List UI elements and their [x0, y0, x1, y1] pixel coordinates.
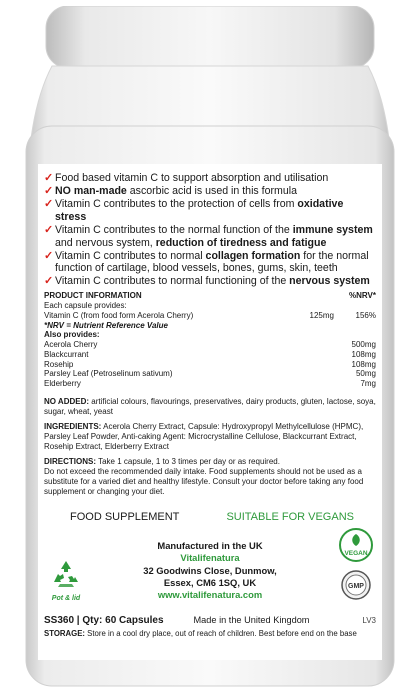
check-icon: ✓ — [44, 275, 54, 288]
product-label — [44, 172, 376, 642]
product-information — [44, 291, 376, 389]
website-url: www.vitalifenatura.com — [157, 589, 263, 601]
claim-item: ✓ Vitamin C contributes to normal collagen formation for the normal function of cartilage, blood vessels, bones, gums, skin, teeth — [44, 249, 369, 275]
storage-text: STORAGE: Store in a cool dry place, out of reach of children. Best before end on the base — [44, 629, 357, 638]
lot-version: LV3 — [362, 616, 376, 625]
claim-item: ✓ Vitamin C contributes to the normal function of the immune system and nervous system, reduction of tiredness and fatigue — [44, 223, 373, 249]
claim-item: ✓ Vitamin C contributes to the protection of cells from oxidative stress — [44, 197, 344, 223]
extra-row: Blackcurrant 108mg — [44, 349, 376, 359]
ingredients-text: INGREDIENTS: Acerola Cherry Extract, Capsule: Hydroxypropyl Methylcellulose (HPMC), Parsley Leaf Powder, Anti-caking Agent: Microcrystalline Cellulose, Blackcurrant Extract, Rosehip Extract, Elderberry Extract — [44, 421, 364, 451]
vegan-badge: SUITABLE FOR VEGANS — [226, 510, 354, 523]
check-icon: ✓ — [44, 223, 54, 236]
gmp-icon — [341, 570, 371, 600]
claim-item: ✓ Food based vitamin C to support absorption and utilisation — [44, 172, 329, 184]
product-info-title: PRODUCT INFORMATION — [44, 291, 142, 301]
claim-item: ✓ Vitamin C contributes to normal functioning of the nervous system — [44, 275, 370, 288]
food-supplement-badge: FOOD SUPPLEMENT — [70, 510, 180, 523]
check-icon: ✓ — [44, 184, 54, 197]
check-icon: ✓ — [44, 249, 54, 262]
nrv-header: %NRV* — [349, 291, 376, 301]
each-capsule-label: Each capsule provides: — [44, 301, 127, 311]
extra-row: Parsley Leaf (Petroselinum sativum) 50mg — [44, 369, 376, 379]
check-icon: ✓ — [44, 197, 54, 210]
nrv-note: *NRV = Nutrient Reference Value — [44, 320, 168, 330]
gmp-icon-text: GMP — [348, 583, 364, 590]
directions-text: DIRECTIONS: Take 1 capsule, 1 to 3 times per day or as required. Do not exceed the recommended daily intake. Food supplements should not be used as a substitute for a varied diet and healthy lifestyle. Consult your doctor before taking any food supplement or changing your diet. — [44, 456, 364, 496]
sku-quantity: SS360 | Qty: 60 Capsules — [44, 615, 164, 626]
footer — [44, 615, 376, 638]
claims-list — [44, 172, 376, 288]
vitamin-c-row: Vitamin C (from food form Acerola Cherry) 125mg 156% — [44, 310, 376, 320]
also-provides-label: Also provides: — [44, 330, 100, 340]
manufacturer-block: Manufactured in the UK Vitalifenatura 32 Goodwins Close, Dunmow, Essex, CM6 1SQ, UK www.vitalifenatura.com — [44, 540, 376, 601]
vegan-icon — [339, 528, 373, 562]
no-added-text: NO ADDED: artificial colours, flavourings, preservatives, dairy products, gluten, lactose, soya, sugar, wheat, yeast — [44, 396, 376, 416]
recycle-icon: Pot & lid — [48, 560, 84, 608]
brand-name: Vitalifenatura — [180, 552, 240, 564]
made-in-text: Made in the United Kingdom — [193, 615, 310, 625]
check-icon: ✓ — [44, 172, 54, 184]
badges-row — [44, 511, 376, 524]
vegan-icon-text: VEGAN — [344, 550, 368, 557]
extra-row: Elderberry 7mg — [44, 379, 376, 389]
extra-row: Rosehip 108mg — [44, 359, 376, 369]
extra-row: Acerola Cherry 500mg — [44, 340, 376, 350]
claim-item: ✓ NO man-made ascorbic acid is used in this formula — [44, 184, 297, 197]
